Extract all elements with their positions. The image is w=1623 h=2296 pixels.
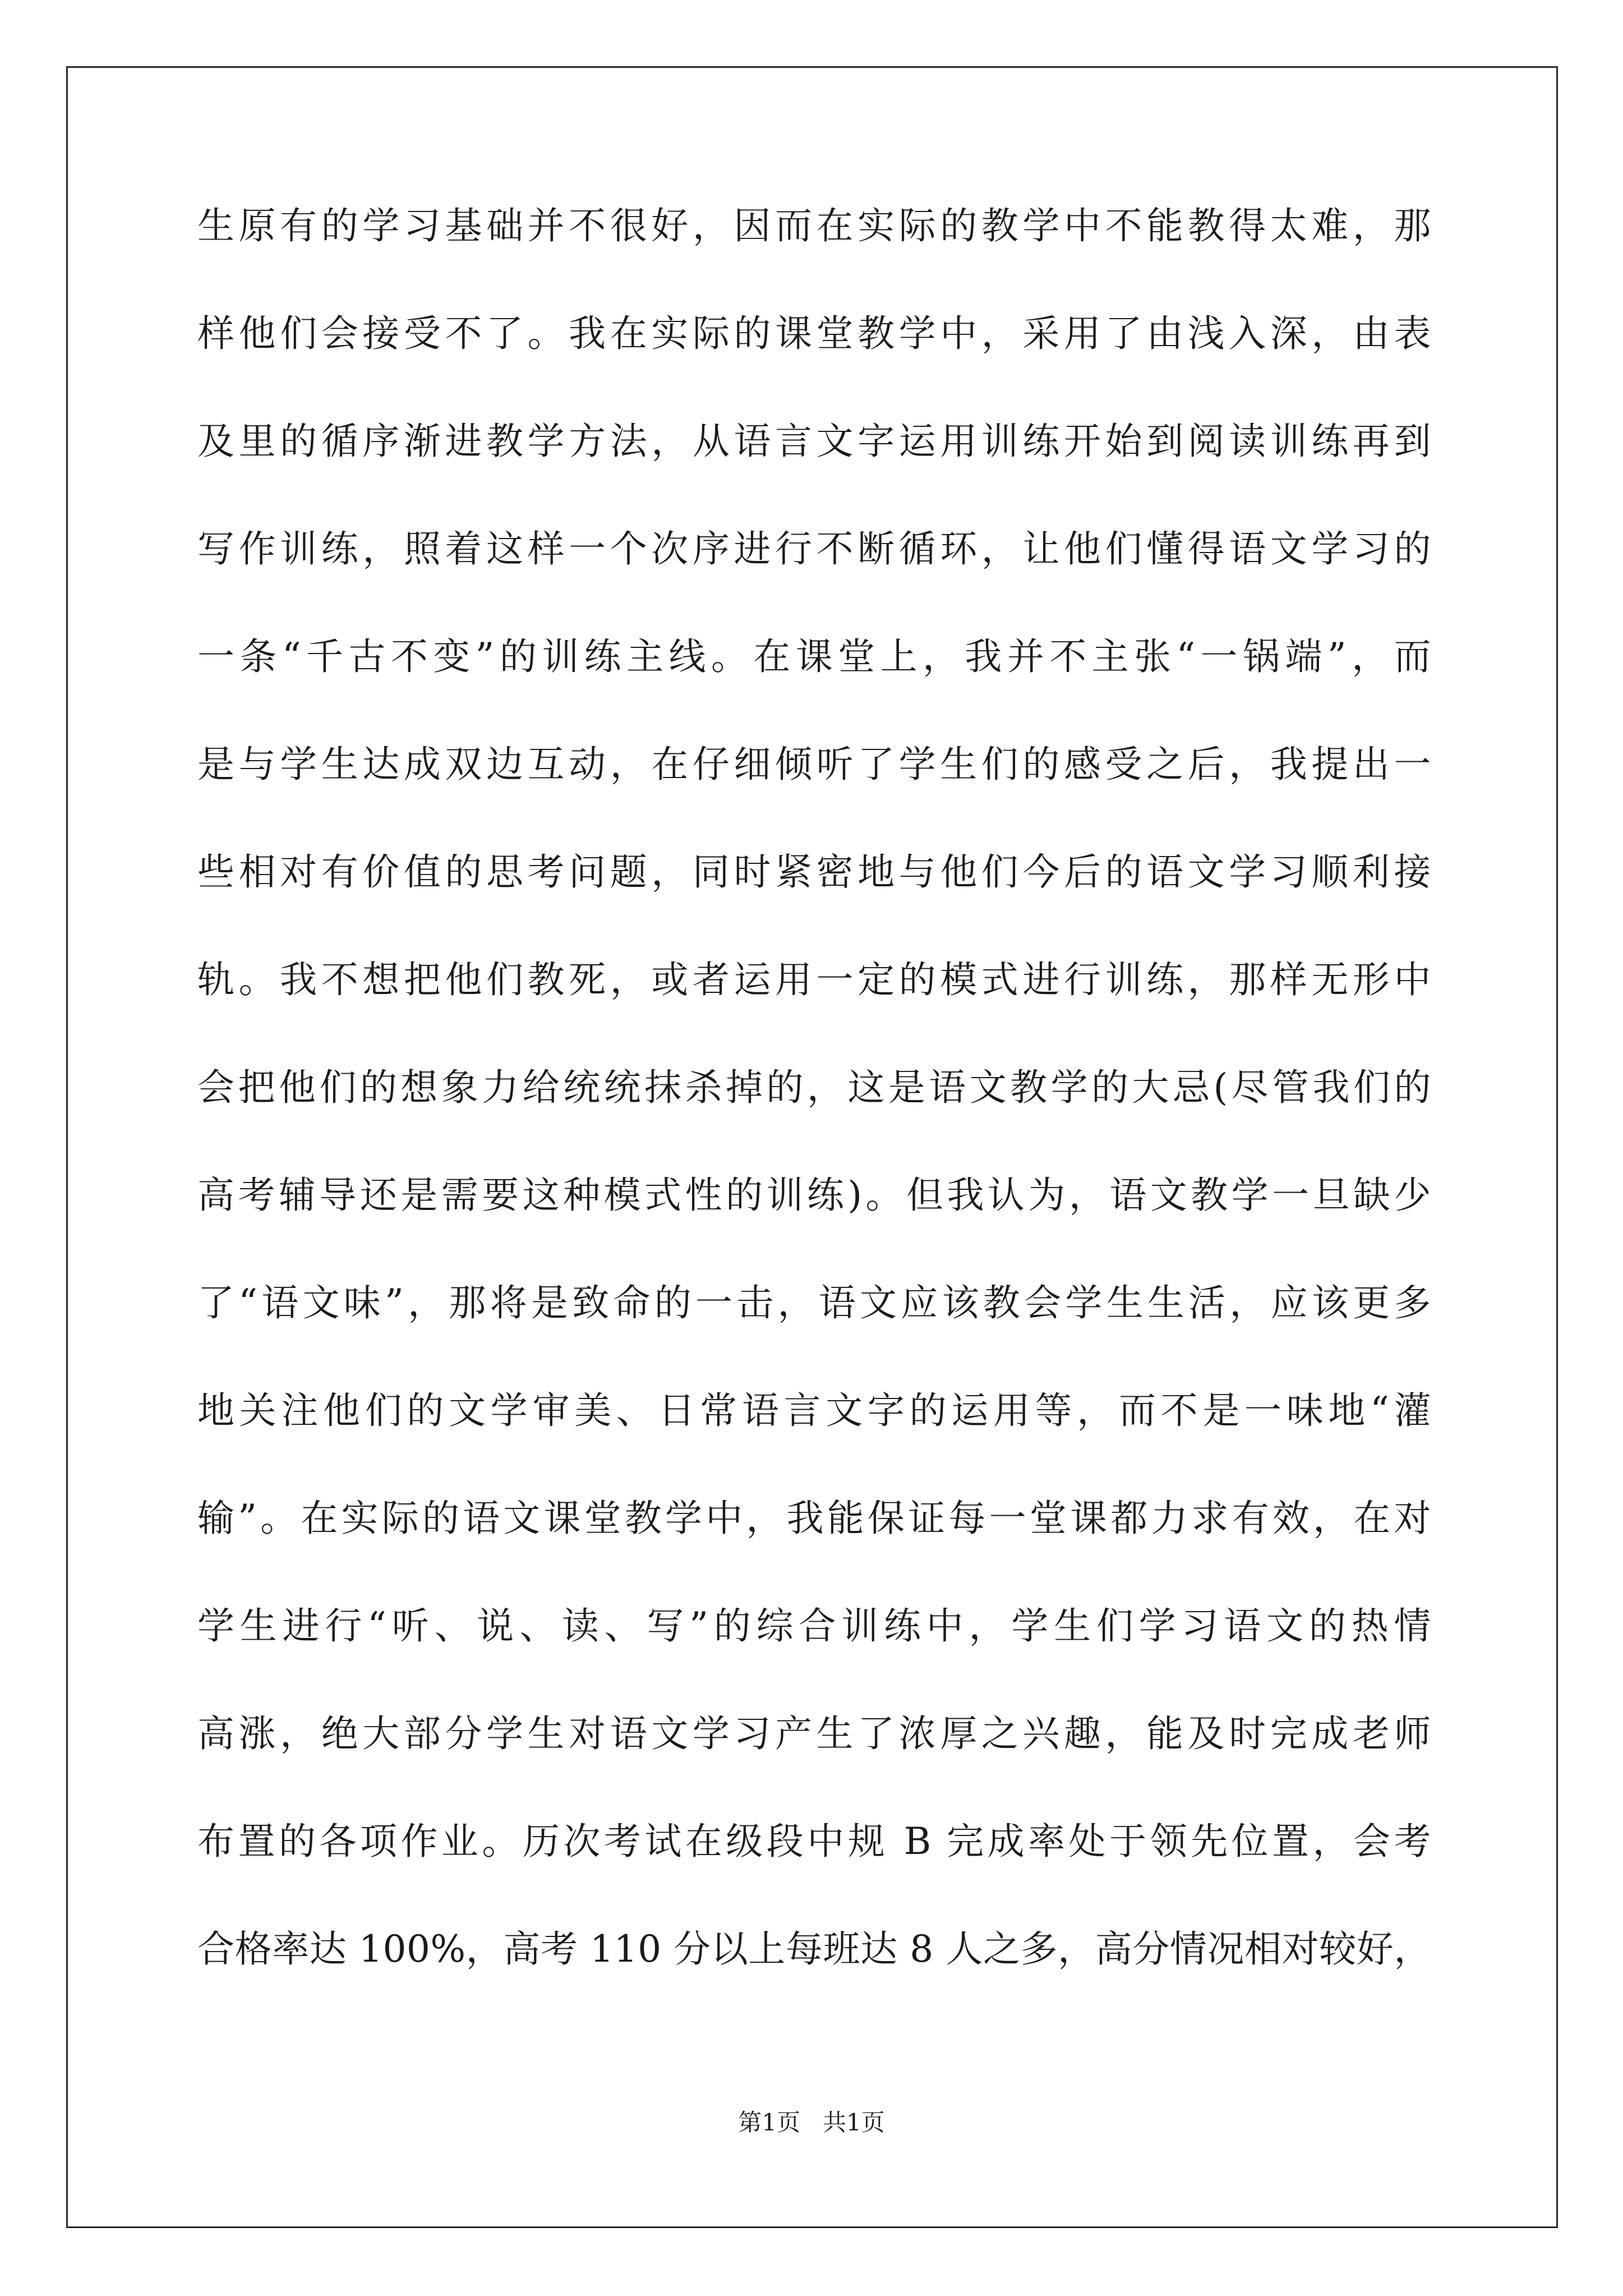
text-line: 学生进行“听、说、读、写”的综合训练中，学生们学习语文的热情 [197,1604,1431,1648]
text-line: 了“语文味”，那将是致命的一击，语文应该教会学生生活，应该更多 [197,1281,1431,1324]
text-line: 是与学生达成双边互动，在仔细倾听了学生们的感受之后，我提出一 [197,743,1431,786]
text-line: 高考辅导还是需要这种模式性的训练)。但我认为，语文教学一旦缺少 [197,1174,1431,1217]
text-line: 样他们会接受不了。我在实际的课堂教学中，采用了由浅入深，由表 [197,312,1431,355]
text-line: 写作训练，照着这样一个次序进行不断循环，让他们懂得语文学习的 [197,527,1431,570]
text-line: 合格率达 100%，高考 110 分以上每班达 8 人之多，高分情况相对较好， [197,1927,1431,1971]
text-line: 一条“千古不变”的训练主线。在课堂上，我并不主张“一锅端”，而 [197,635,1431,678]
text-line: 输”。在实际的语文课堂教学中，我能保证每一堂课都力求有效，在对 [197,1497,1431,1540]
document-body [197,204,1431,2039]
text-line: 轨。我不想把他们教死，或者运用一定的模式进行训练，那样无形中 [197,958,1431,1001]
text-line: 些相对有价值的思考问题，同时紧密地与他们今后的语文学习顺利接 [197,850,1431,894]
text-line: 高涨，绝大部分学生对语文学习产生了浓厚之兴趣，能及时完成老师 [197,1712,1431,1755]
text-line: 生原有的学习基础并不很好，因而在实际的教学中不能教得太难，那 [197,204,1431,247]
page-number: 第1页 共1页 [738,2109,885,2136]
text-line: 及里的循序渐进教学方法，从语言文字运用训练开始到阅读训练再到 [197,420,1431,463]
text-line: 布置的各项作业。历次考试在级段中规 B 完成率处于领先位置，会考 [197,1820,1431,1863]
text-line: 会把他们的想象力给统统抹杀掉的，这是语文教学的大忌(尽管我们的 [197,1066,1431,1109]
text-line: 地关注他们的文学审美、日常语言文字的运用等，而不是一味地“灌 [197,1389,1431,1432]
